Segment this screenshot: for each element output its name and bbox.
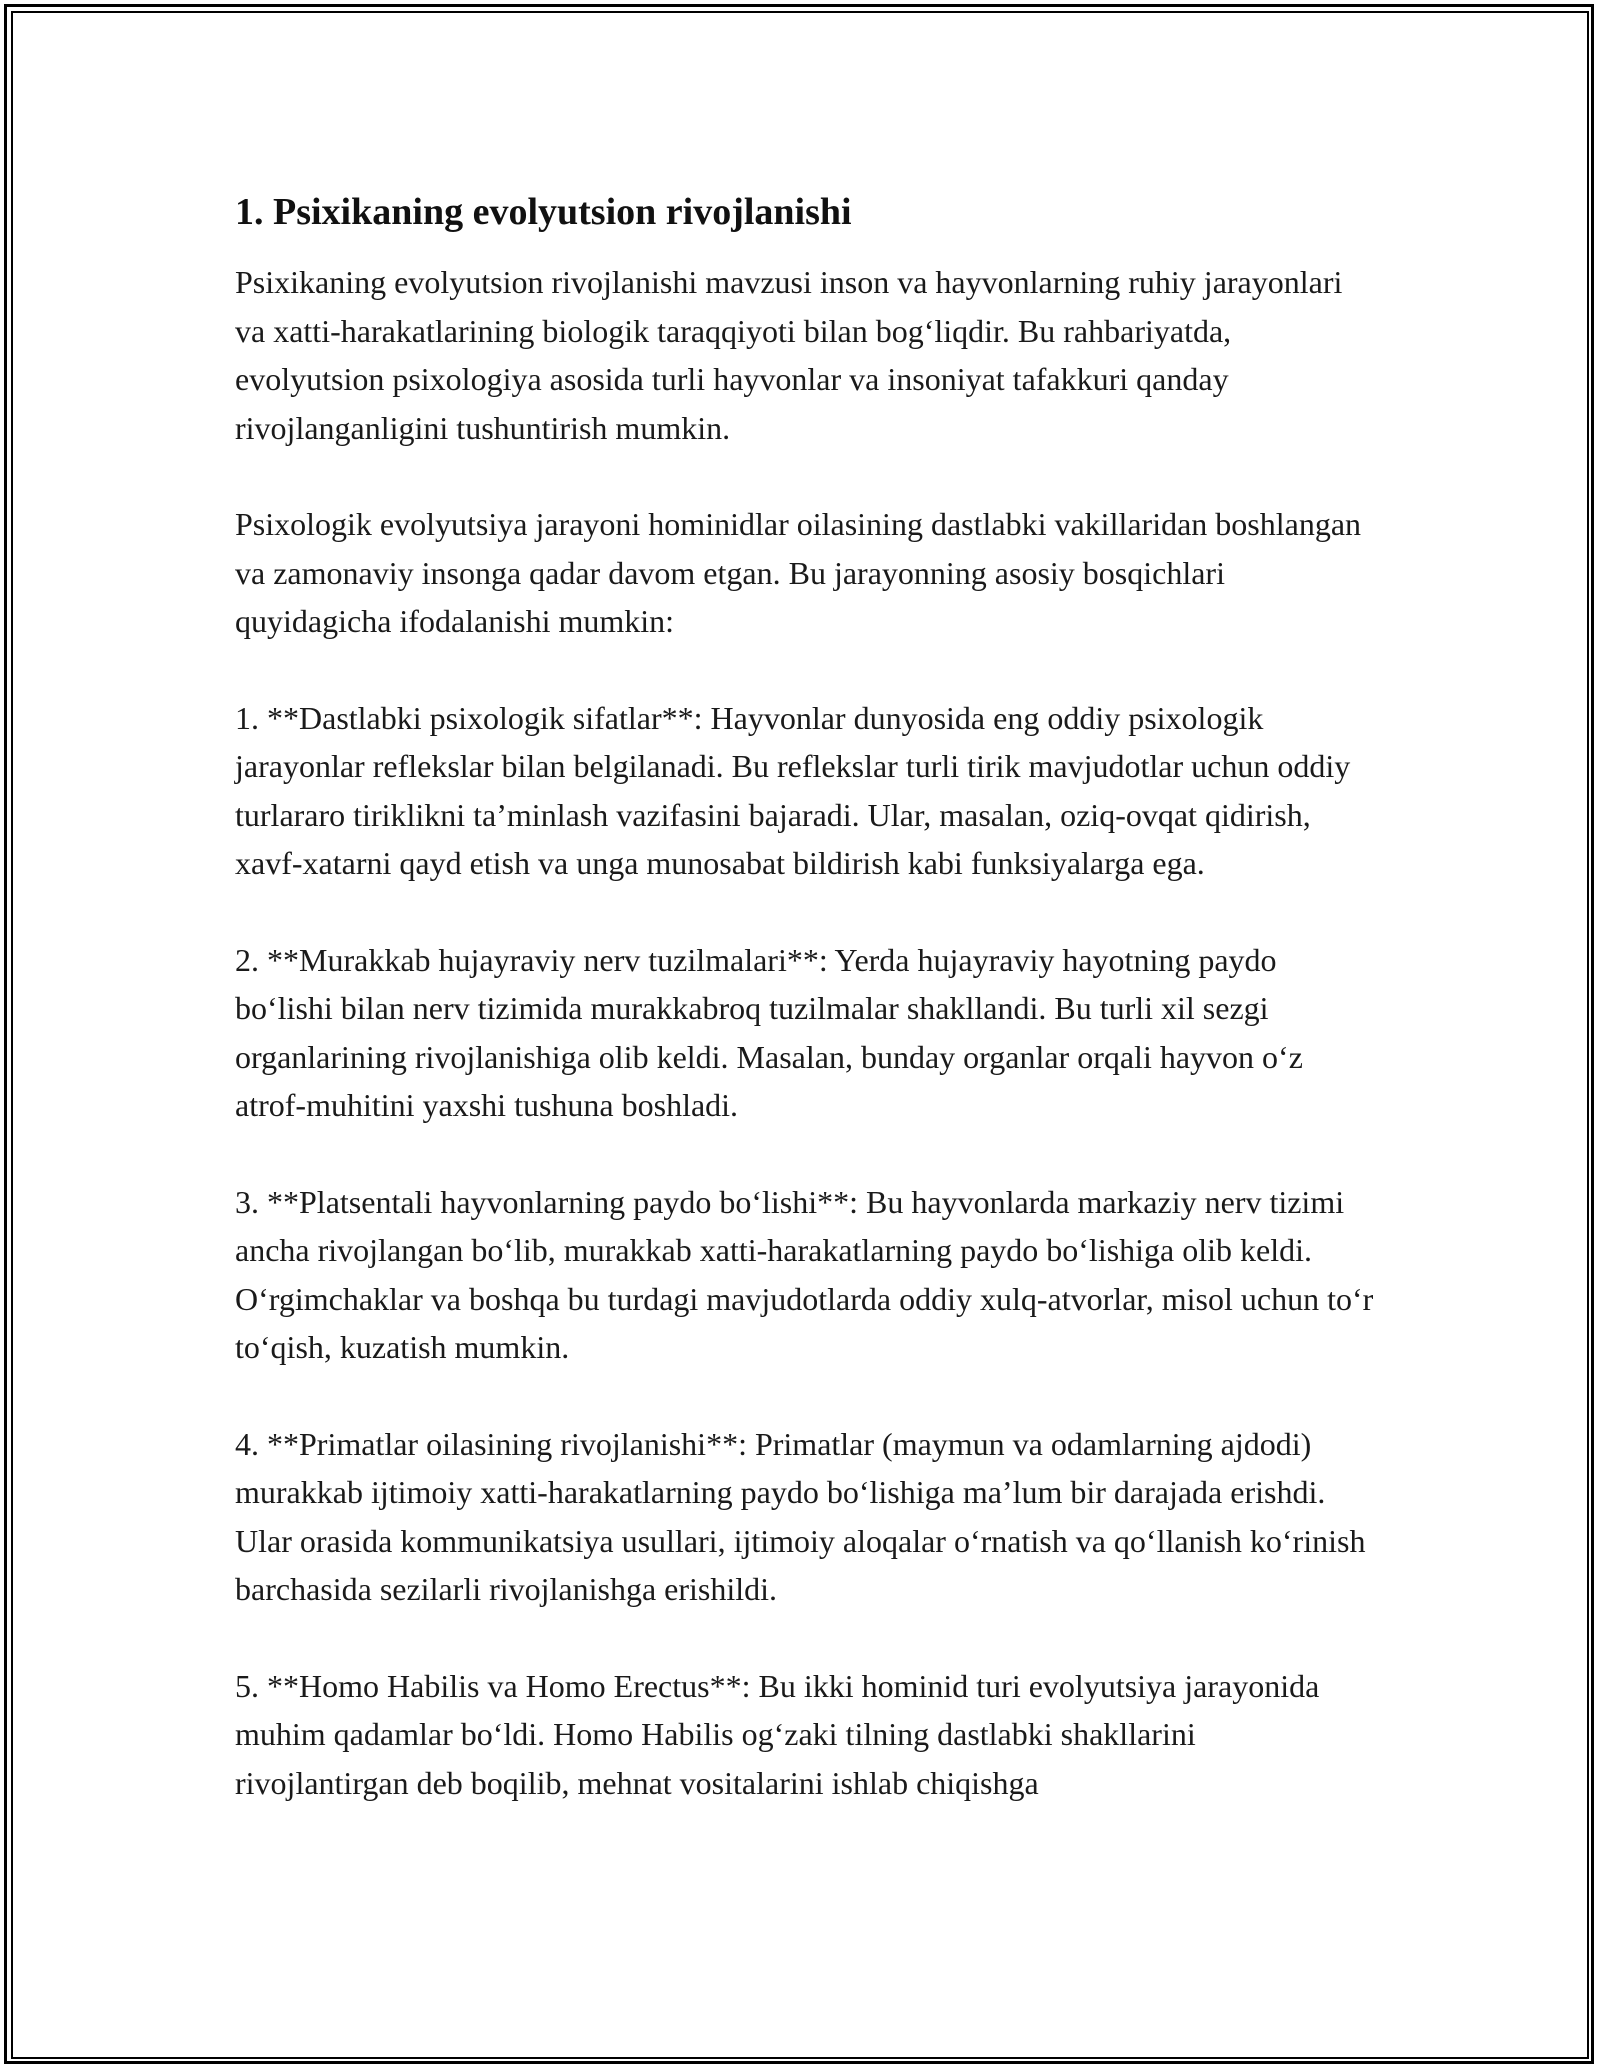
paragraph-stage-2: 2. **Murakkab hujayraviy nerv tuzilmalari**: Yerda hujayraviy hayotning paydo bo‘lishi bilan nerv tizimida murakkabroq tuzilmalar shakllandi. Bu turli xil sezgi organlarining rivojlanishiga olib keldi. Masalan, bunday organlar orqali hayvon o‘z atrof-muhitini yaxshi tushuna boshladi. [235,941,1303,1123]
document-body [235,186,1375,1855]
paragraph-intro: Psixikaning evolyutsion rivojlanishi mavzusi inson va hayvonlarning ruhiy jarayonlari va xatti-harakatlarining biologik taraqqiyoti bilan bog‘liqdir. Bu rahbariyatda, evolyutsion psixologiya asosida turli hayvonlar va insoniyat tafakkuri qanday rivojlanganligini tushuntirish mumkin. [235,264,1343,446]
paragraph-stages-intro: Psixologik evolyutsiya jarayoni hominidlar oilasining dastlabki vakillaridan boshlangan va zamonaviy insonga qadar davom etgan. Bu jarayonning asosiy bosqichlari quyidagicha ifodalanishi mumkin: [235,506,1362,639]
section-heading: 1. Psixikaning evolyutsion rivojlanishi [235,191,852,233]
paragraph-stage-1: 1. **Dastlabki psixologik sifatlar**: Hayvonlar dunyosida eng oddiy psixologik jarayonlar reflekslar bilan belgilanadi. Bu reflekslar turli tirik mavjudotlar uchun oddiy turlararo tiriklikni ta’minlash vazifasini bajaradi. Ular, masalan, oziq-ovqat qidirish, xavf-xatarni qayd etish va unga munosabat bildirish kabi funksiyalarga ega. [235,699,1351,881]
paragraph-stage-3: 3. **Platsentali hayvonlarning paydo bo‘lishi**: Bu hayvonlarda markaziy nerv tizimi ancha rivojlangan bo‘lib, murakkab xatti-harakatlarning paydo bo‘lishiga olib keldi. O‘rgimchaklar va boshqa bu turdagi mavjudotlarda oddiy xulq-atvorlar, misol uchun to‘r to‘qish, kuzatish mumkin. [235,1183,1374,1365]
paragraph-stage-5: 5. **Homo Habilis va Homo Erectus**: Bu ikki hominid turi evolyutsiya jarayonida muhim qadamlar bo‘ldi. Homo Habilis og‘zaki tilning dastlabki shakllarini rivojlantirgan deb boqilib, mehnat vositalarini ishlab chiqishga [235,1667,1320,1801]
paragraph-stage-4: 4. **Primatlar oilasining rivojlanishi**: Primatlar (maymun va odamlarning ajdodi) murakkab ijtimoiy xatti-harakatlarning paydo bo‘lishiga ma’lum bir darajada erishdi. Ular orasida kommunikatsiya usullari, ijtimoiy aloqalar o‘rnatish va qo‘llanish ko‘rinish barchasida sezilarli rivojlanishga erishildi. [235,1425,1366,1607]
